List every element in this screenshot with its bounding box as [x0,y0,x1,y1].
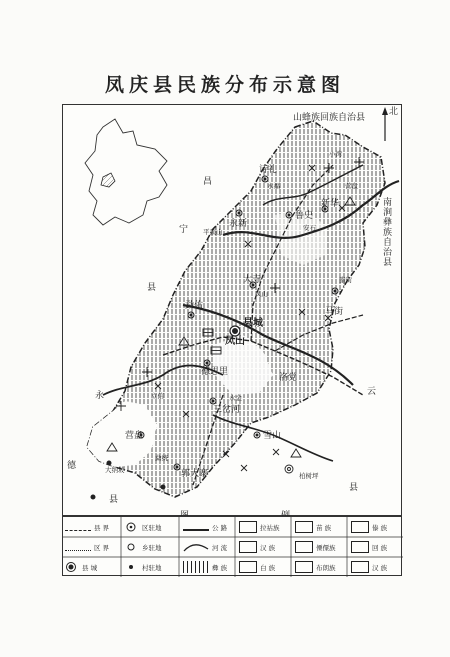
place-danapo: 大纳坡 [105,466,125,474]
border-label-bottom-right-2: 县 [349,483,359,493]
map-canvas [63,105,403,517]
map-frame [62,104,402,516]
place-yingpan: 营盘 [345,182,358,190]
north-label: 北 [389,107,399,117]
legend-township-seat: 乡驻地 [142,543,162,552]
place-fengshan: 凤山 [225,336,245,347]
place-sanchahe: 三岔河 [213,405,241,415]
border-label-left-2: 宁 [179,225,189,235]
legend-lisu: 傈僳族 [316,543,336,552]
place-xiaowan2: 凤山 [255,290,268,298]
place-guodazhai: 郭大寨 [181,469,209,479]
place-bosupin: 柏树坪 [299,472,319,480]
place-xinhua: 新华 [321,199,340,209]
place-yongjin: 永金 [229,394,242,402]
place-yingpan-south: 营盘 [125,431,144,441]
place-anshi: 安石 [303,224,316,232]
border-label-bottom-left-2: 德 [67,461,77,471]
place-xiancheng: 县城 [243,318,263,329]
legend-bulang: 布朗族 [316,563,336,572]
place-shijie: 诗礼 [259,165,278,175]
legend-district-border: 区 界 [94,543,110,552]
place-qinkou: 勐佑 [185,301,204,311]
legend-hui: 回 族 [372,543,388,552]
border-label-left-3: 县 [147,283,157,293]
border-label-top: 山蜂族回族自治县 [293,113,366,123]
place-mengtong: 勐统 [155,454,168,462]
legend-river: 河 流 [212,543,228,552]
place-lushi: 鲁史 [295,211,314,221]
yunnan-inset [85,119,167,225]
north-arrow-head [382,107,388,115]
legend-han-2: 汉 族 [372,563,388,572]
border-label-bottom-right-1: 云 [367,387,377,397]
legend-road: 公 路 [212,523,228,532]
place-xiangyun: 腊街 [339,276,352,284]
legend-county-seat: 县 城 [82,563,98,572]
place-lixin: 立信 [151,392,164,400]
place-pingshan: 平顶山 [203,228,223,236]
place-yongbei: 永福 [267,182,280,190]
legend-miao: 苗 族 [316,523,332,532]
legend-yi: 彝 族 [212,563,228,572]
map-title: 凤庆县民族分布示意图 [104,74,345,96]
place-deyou: 德思里 [201,367,229,377]
legend-bai: 白 族 [260,563,276,572]
border-label-left-1: 昌 [203,177,213,187]
border-label-bottom-left-3: 县 [109,495,119,505]
legend-han-1: 汉 族 [260,543,276,552]
place-xueshan: 雪山 [263,431,282,441]
inset-highlight [101,173,115,187]
legend-lahu: 拉祜族 [260,523,280,532]
place-mashi: 马街 [325,307,344,317]
legend-village-seat: 村驻地 [142,563,162,572]
map-legend [62,516,402,576]
border-label-right: 南涧彝族自治县 [381,197,391,267]
place-luodang: 洛党 [279,373,298,383]
place-xiaowan: 小湾 [329,150,342,158]
legend-county-border: 县 界 [94,523,110,532]
place-dasi: 大寺 [243,275,262,285]
border-label-bottom-left-1: 永 [95,391,105,401]
legend-dai: 傣 族 [372,523,388,532]
legend-district-seat: 区驻地 [142,523,162,532]
place-yongxin: 永新 [229,219,248,229]
